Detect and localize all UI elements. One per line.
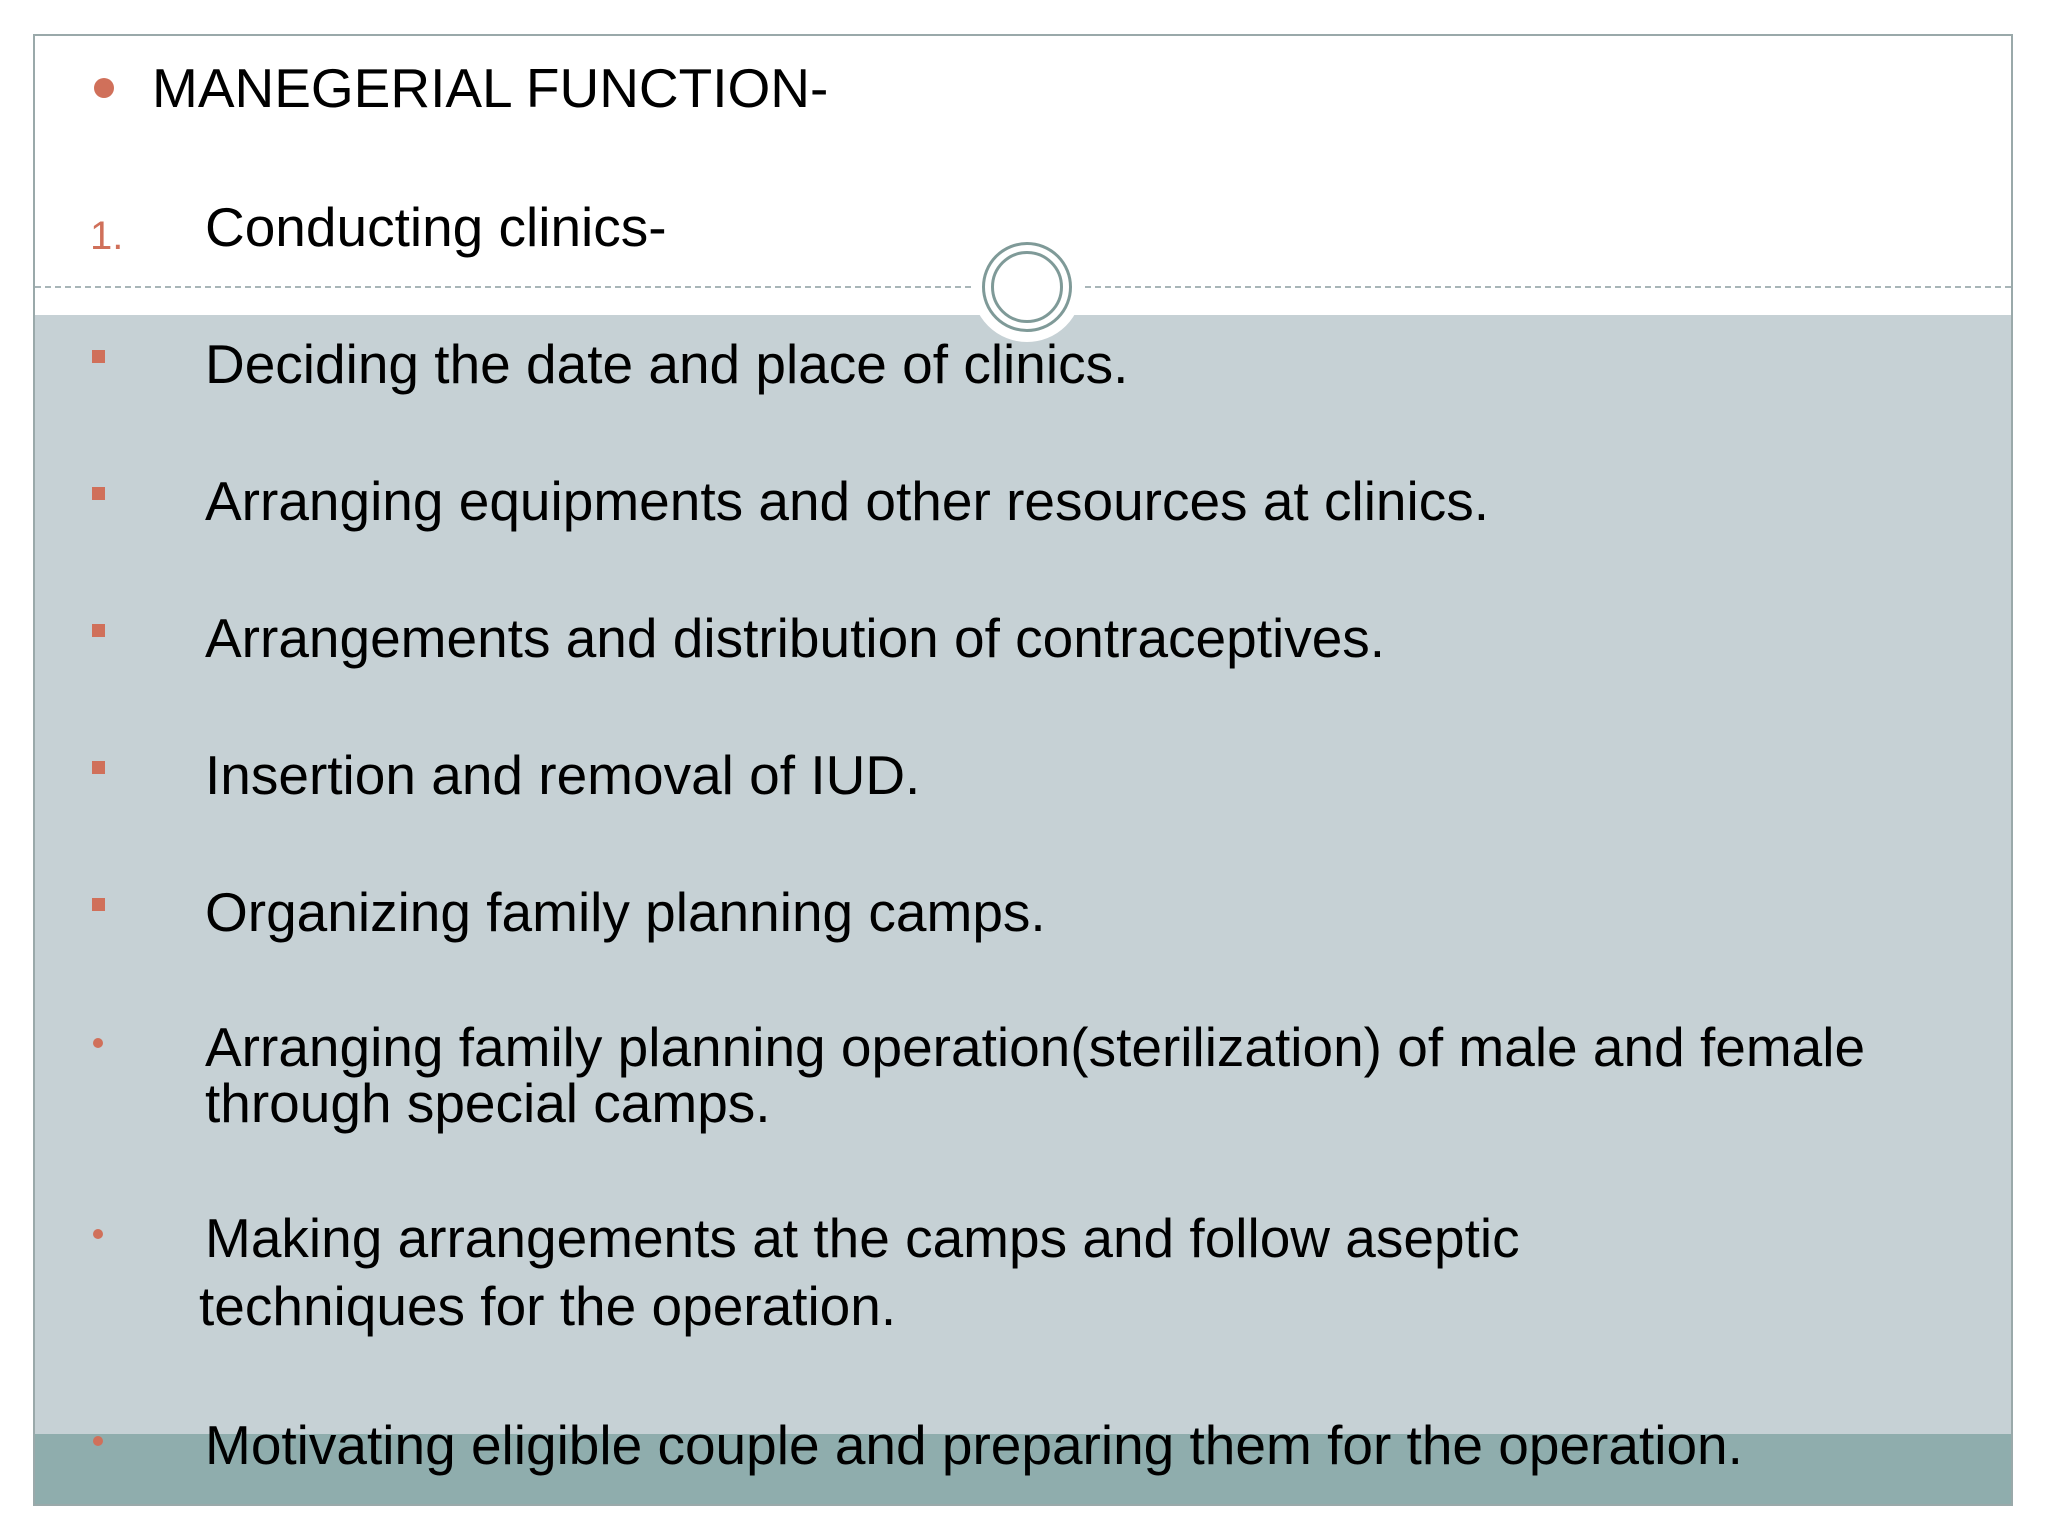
square-bullet-icon: [92, 624, 105, 637]
slide: [33, 34, 2013, 1506]
list-item-line: Motivating eligible couple and preparing them for the operation.: [205, 1414, 1743, 1476]
ring-inner: [991, 251, 1063, 323]
slide-heading: MANEGERIAL FUNCTION-: [152, 57, 829, 119]
list-item: Deciding the date and place of clinics.: [205, 333, 1129, 395]
list-item-line: Making arrangements at the camps and follow aseptic: [205, 1207, 1520, 1269]
bullet-dot-icon: [94, 78, 114, 98]
bullet-dot-icon: [93, 1229, 103, 1239]
bullet-dot-icon: [93, 1038, 103, 1048]
square-bullet-icon: [92, 350, 105, 363]
list-item-line: Arranging family planning operation(sterilization) of male and female: [205, 1016, 1866, 1078]
square-bullet-icon: [92, 761, 105, 774]
ring-outer: [982, 242, 1072, 332]
list-item-line: techniques for the operation.: [199, 1275, 897, 1337]
square-bullet-icon: [92, 487, 105, 500]
divider-ring-ornament: [972, 232, 1082, 342]
list-item: Arranging equipments and other resources at clinics.: [205, 470, 1490, 532]
list-number: 1.: [90, 214, 124, 258]
bullet-dot-icon: [93, 1436, 103, 1446]
square-bullet-icon: [92, 898, 105, 911]
list-item-line: through special camps.: [205, 1072, 771, 1134]
subheading: Conducting clinics-: [205, 196, 667, 258]
list-item: Insertion and removal of IUD.: [205, 744, 921, 806]
list-item: Arrangements and distribution of contraceptives.: [205, 607, 1386, 669]
list-item: Organizing family planning camps.: [205, 881, 1046, 943]
